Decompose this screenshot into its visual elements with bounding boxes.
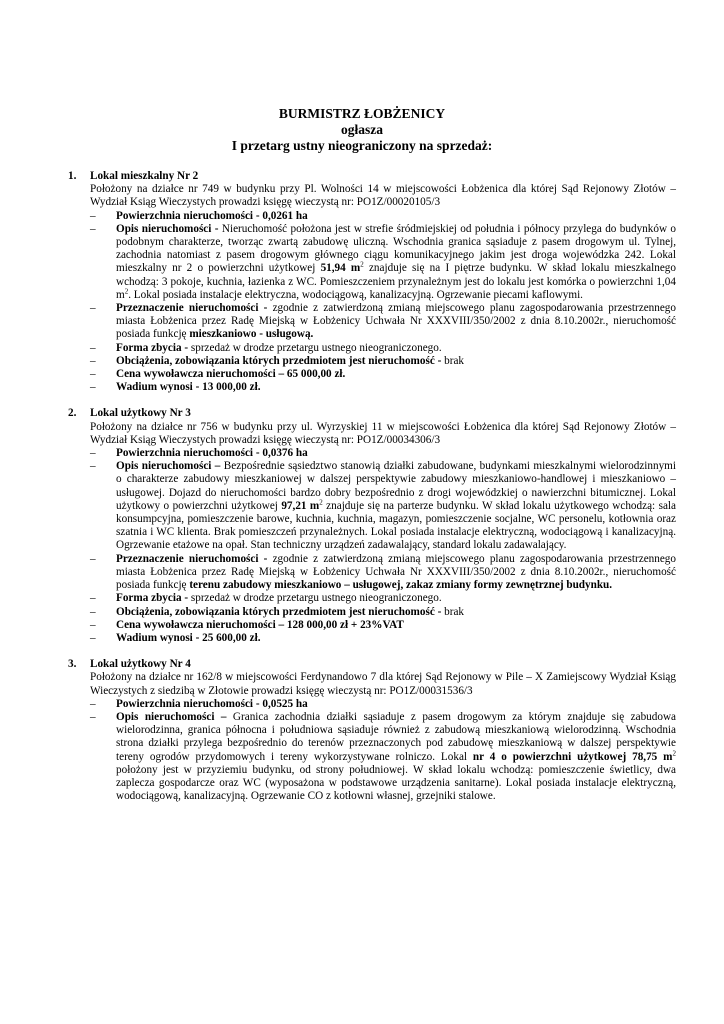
bullet-dash: – (90, 697, 96, 710)
document-subtitle: ogłasza (341, 122, 383, 137)
section-number: 1. (68, 170, 77, 182)
bullet-dash: – (90, 710, 96, 723)
sale-form-label: Forma zbycia - (116, 592, 189, 605)
bullet-dash: – (90, 618, 96, 631)
section-number: 2. (68, 407, 77, 420)
description-label: Opis nieruchomości – (116, 710, 227, 723)
document-header (0, 106, 724, 154)
encumbrances-text: brak (441, 354, 465, 367)
list-item-description (90, 460, 676, 552)
section-heading (68, 658, 676, 671)
section-lokal-uzytkowy-3 (68, 407, 676, 645)
deposit-amount: Wadium wynosi - 25 600,00 zł. (116, 631, 261, 644)
description-label: Opis nieruchomości - (116, 222, 219, 235)
section-lokal-mieszkalny-2 (68, 170, 676, 394)
bullet-dash: – (90, 552, 96, 565)
bullet-dash: – (90, 460, 96, 473)
section-title: Lokal użytkowy Nr 3 (90, 407, 191, 420)
encumbrances-label: Obciążenia, zobowiązania których przedmiotem jest nieruchomość - (116, 354, 442, 367)
description-text: Granica zachodnia działki sąsiaduje z pasem drogowym za którym znajduje się zabudowa wielorodzinna, granica północna i południowa sąsiaduje również z zabudową mieszkaniową wielorodzinną. Wschodnia strona działki przylega bezpośrednio do terenów przeznaczonych pod zabudowę mieszkaniową w dalszej perspektywie tereny ogrodów przydomowych i tereny wykorzystywane rolniczo. Lokal (116, 710, 676, 763)
section-title: Lokal mieszkalny Nr 2 (90, 170, 199, 182)
purpose-text: zgodnie z zatwierdzoną zmianą miejscowego planu zagospodarowania przestrzennego miasta Łobżenica przez Radę Miejską w Łobżenicy Uchwała Nr XXXVIII/350/2002 z dnia 8.10.2002r., nieruchomość posiada funkcję (116, 552, 676, 592)
announcement-heading: I przetarg ustny nieograniczony na sprzedaż: (231, 138, 493, 153)
list-item-area (90, 210, 676, 223)
document-title: BURMISTRZ ŁOBŻENICY (278, 106, 446, 121)
bullet-dash: – (90, 368, 96, 381)
list-item-purpose (90, 302, 676, 342)
list-item-price (90, 368, 676, 381)
purpose-text: zgodnie z zatwierdzoną zmianą miejscowego planu zagospodarowania przestrzennego miasta Łobżenica przez Radę Miejską w Łobżenicy Uchwała Nr XXXVIII/350/2002 z dnia 8.10.2002r., nieruchomość posiada funkcję (116, 302, 676, 341)
section-title: Lokal użytkowy Nr 4 (90, 658, 191, 671)
unit-superscript: 2 (124, 287, 129, 296)
list-item-deposit (90, 381, 676, 394)
list-item-price (90, 619, 676, 632)
purpose-function: terenu zabudowy mieszkaniowo – usługowej, zakaz zmiany formy zewnętrznej budynku. (189, 579, 613, 592)
area-text: Powierzchnia nieruchomości - 0,0525 ha (116, 697, 308, 710)
list-item-sale-form (90, 342, 676, 355)
bullet-dash: – (90, 341, 96, 354)
document-body (68, 170, 676, 816)
area-text: Powierzchnia nieruchomości - 0,0261 ha (116, 209, 308, 222)
bullet-dash: – (90, 447, 96, 460)
list-item-purpose (90, 553, 676, 593)
sale-form-text: sprzedaż w drodze przetargu ustnego nieograniczonego. (188, 592, 442, 605)
bullet-dash: – (90, 209, 96, 222)
description-text: . Lokal posiada instalacje elektryczna, wodociągową, kanalizacyjną. Ogrzewanie piecami kaflowymi. (128, 288, 583, 301)
purpose-label: Przeznaczenie nieruchomości - (116, 302, 268, 315)
purpose-function: mieszkaniowo - usługową. (189, 328, 314, 341)
section-number: 3. (68, 658, 77, 671)
purpose-label: Przeznaczenie nieruchomości - (116, 552, 268, 565)
list-item-description (90, 223, 676, 302)
starting-price: Cena wywoławcza nieruchomości – 128 000,00 zł + 23%VAT (116, 618, 404, 631)
description-text: Nieruchomość położona jest w strefie śródmiejskiej od południa i północy przylega do budynków o podobnym charakterze, tworząc zwartą zabudowę uliczną. Wschodnia granica sąsiaduje z pasem drogowym ul. Tylnej, zachodnia natomiast z pasem drogowym głównego ciągu komunikacyjnego jakim jest droga wojewódzka 242. Lokal mieszkalny nr 2 o powierzchni użytkowej (116, 222, 677, 275)
bullet-dash: – (90, 605, 96, 618)
section-location: Położony na działce nr 749 w budynku przy Pl. Wolności 14 w miejscowości Łobżenica dla której Sąd Rejonowy Złotów – Wydział Ksiąg Wieczystych prowadzi księgę wieczystą nr: PO1Z/00020105/3 (90, 183, 676, 209)
list-item-encumbrances (90, 606, 676, 619)
section-location: Położony na działce nr 162/8 w miejscowości Ferdynandowo 7 dla której Sąd Rejonowy w Pile – X Zamiejscowy Wydział Ksiąg Wieczystych z siedzibą w Złotowie prowadzi księgę wieczystą nr: PO1Z/00031536/3 (90, 671, 676, 697)
bullet-dash: – (90, 631, 96, 644)
description-text: położony jest w przyziemiu budynku, od strony południowej. W skład lokalu wchodzą: pomieszczenie świetlicy, dwa zaplecza gospodarcze oraz WC (wyposażona w podstawowe urządzenia sanitarne). Lokal posiada instalacje elektryczną, wodociągową, kanalizacyjną. Ogrzewanie CO z kotłowni własnej, grzejniki stalowe. (116, 763, 676, 803)
description-text: znajduje się na parterze budynku. W skład lokalu użytkowego wchodzą: sala konsumpcyjna, pomieszczenie barowe, kuchnia, kuchnia, magazyn, pomieszczenie socjalne, WC personelu, kotłownia oraz szatnia i WC klienta. Brak pomieszczeń przynależnych. Lokal posiada instalacje elektryczną, wodociągową i kanalizacyjną. Ogrzewanie etażowe na opał. Stan techniczny urządzeń zadawalający, standard lokalu zadawalający. (116, 499, 676, 552)
description-text: Bezpośrednie sąsiedztwo stanowią działki zabudowane, budynkami mieszkalnymi wielorodzinnymi o charakterze zabudowy mieszkaniowej w dalszej perspektywie zabudowy mieszkaniowo-handlowej i mieszkaniowo – usługowej. Dojazd do nieruchomości bardzo dobry bezpośrednio z drogi wojewódzkiej o nawierzchni bitumicznej. Lokal użytkowy o powierzchni użytkowej (116, 460, 676, 512)
unit-superscript: 2 (360, 260, 364, 269)
usable-area: 97,21 m (281, 499, 320, 512)
usable-area: 51,94 m (320, 262, 361, 275)
unit-superscript: 2 (319, 498, 323, 507)
list-item-area (90, 698, 676, 711)
sale-form-label: Forma zbycia - (116, 341, 189, 354)
bullet-dash: – (90, 222, 96, 235)
section-lokal-uzytkowy-4 (68, 658, 676, 803)
starting-price: Cena wywoławcza nieruchomości – 65 000,00 zł. (116, 368, 346, 381)
list-item-description (90, 711, 676, 803)
area-text: Powierzchnia nieruchomości - 0,0376 ha (116, 447, 308, 460)
deposit-amount: Wadium wynosi - 13 000,00 zł. (116, 381, 261, 394)
list-item-deposit (90, 632, 676, 645)
unit-superscript: 2 (672, 748, 676, 757)
section-location: Położony na działce nr 756 w budynku przy ul. Wyrzyskiej 11 w miejscowości Łobżenica dla której Sąd Rejonowy Złotów – Wydział Ksiąg Wieczystych prowadzi księgę wieczystą nr: PO1Z/00034306/3 (90, 420, 676, 446)
description-label: Opis nieruchomości – (116, 460, 221, 473)
sale-form-text: sprzedaż w drodze przetargu ustnego nieograniczonego. (188, 341, 442, 354)
encumbrances-label: Obciążenia, zobowiązania których przedmiotem jest nieruchomość - (116, 605, 442, 618)
encumbrances-text: brak (441, 605, 465, 618)
description-text: znajduje się na I piętrze budynku. W skład lokalu mieszkalnego wchodzą: 3 pokoje, kuchnia, łazienka z WC. Pomieszczeniem przynależnym jest do lokalu jest komórka o powierzchni 1,04 m (116, 262, 676, 301)
bullet-dash: – (90, 302, 96, 315)
list-item-area (90, 447, 676, 460)
list-item-encumbrances (90, 355, 676, 368)
bullet-dash: – (90, 592, 96, 605)
bullet-dash: – (90, 354, 96, 367)
section-heading (68, 170, 676, 183)
usable-area: nr 4 o powierzchni użytkowej 78,75 m (472, 750, 673, 763)
section-heading (68, 407, 676, 420)
bullet-dash: – (90, 381, 96, 394)
list-item-sale-form (90, 592, 676, 605)
